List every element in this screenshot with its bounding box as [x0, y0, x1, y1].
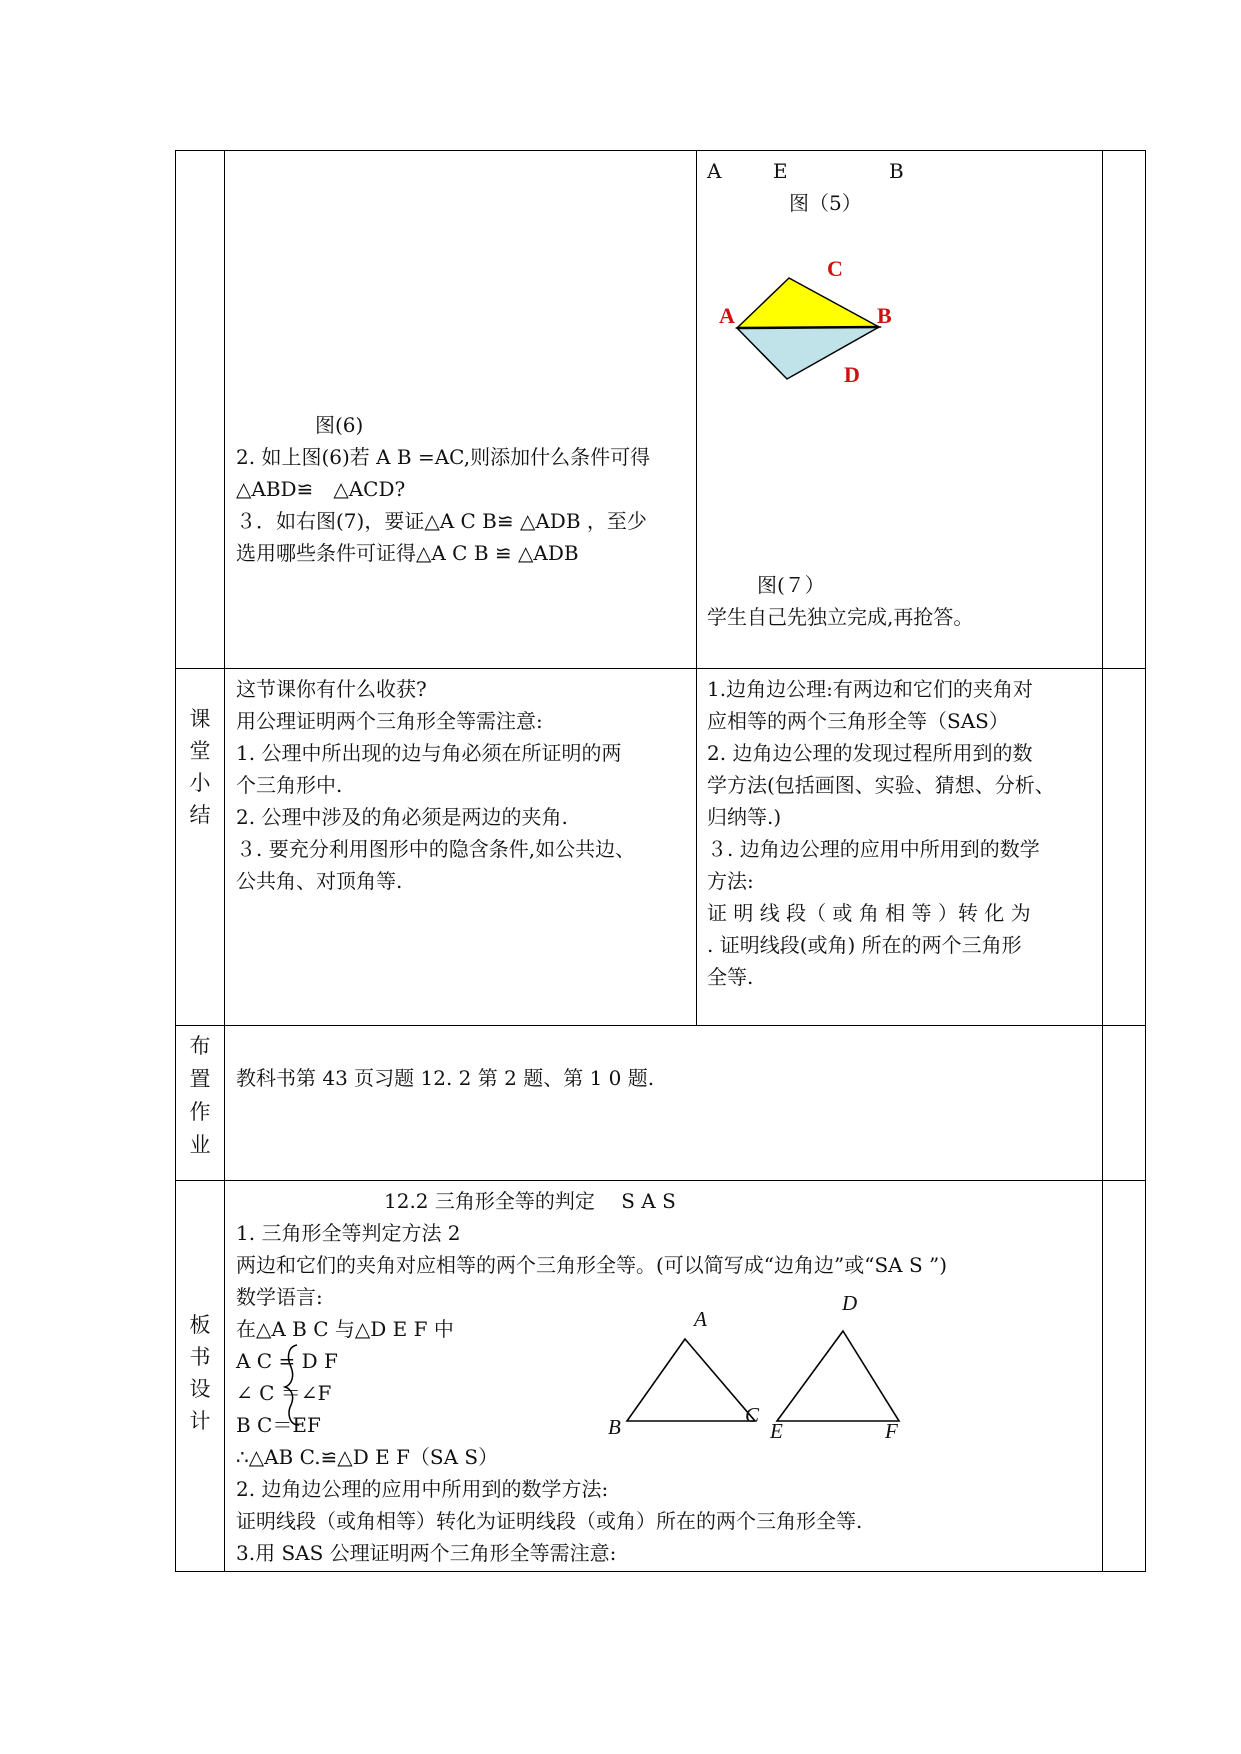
question-3-line2: 选用哪些条件可证得△A C B ≌ △ADB	[236, 541, 579, 565]
student-note: 学生自己先独立完成,再抢答。	[707, 605, 974, 629]
board-extra-cell	[1103, 1181, 1146, 1572]
summary-left-line: 公共角、对顶角等.	[236, 869, 403, 893]
board-figure	[225, 1181, 1101, 1571]
board-line: 数学语言:	[236, 1285, 323, 1309]
board-line: 2. 边角边公理的应用中所用到的数学方法:	[236, 1477, 609, 1501]
summary-label-char: 结	[189, 803, 211, 827]
summary-left-line: ３. 要充分利用图形中的隐含条件,如公共边、	[236, 837, 636, 861]
homework-label-char: 布	[189, 1034, 211, 1058]
summary-left-line: 2. 公理中涉及的角必须是两边的夹角.	[236, 805, 568, 829]
board-label-char: 设	[189, 1377, 211, 1401]
homework-label-char: 作	[189, 1100, 211, 1124]
board-line: 在△A B C 与△D E F 中	[236, 1317, 454, 1341]
summary-right-cell	[697, 669, 1103, 1026]
summary-left-line: 1. 公理中所出现的边与角必须在所证明的两	[236, 741, 622, 765]
summary-left-line: 这节课你有什么收获?	[236, 677, 427, 701]
board-label-char: 书	[189, 1345, 211, 1369]
fig7-label-a: A	[719, 303, 735, 328]
summary-label-char: 小	[189, 771, 211, 795]
tri-label-d: D	[842, 1291, 858, 1315]
summary-right-line: . 证明线段(或角) 所在的两个三角形	[707, 933, 1022, 957]
homework-label-cell	[176, 1026, 225, 1181]
triangle-def-outline	[777, 1331, 899, 1421]
summary-right-line: 方法:	[707, 869, 754, 893]
tri-label-a: A	[694, 1307, 707, 1331]
board-line: A C = D F	[236, 1349, 338, 1373]
summary-right-line: 2. 边角边公理的发现过程所用到的数	[707, 741, 1033, 765]
board-label-cell	[176, 1181, 225, 1572]
board-line: ∠ C ＝∠F	[236, 1381, 332, 1405]
board-content-cell	[225, 1181, 1103, 1572]
summary-label-char: 课	[189, 707, 211, 731]
summary-label-cell	[176, 669, 225, 1026]
board-line: 证明线段（或角相等）转化为证明线段（或角）所在的两个三角形全等.	[236, 1509, 863, 1533]
summary-right-line: 证 明 线 段（ 或 角 相 等 ）转 化 为	[707, 901, 1031, 925]
row1-label-cell	[176, 151, 225, 669]
fig5-label-b: B	[889, 159, 904, 183]
lesson-plan-table	[175, 150, 1146, 1572]
brace-icon	[285, 1345, 299, 1425]
board-line: ∴△AB C.≌△D E F（SA S）	[236, 1445, 499, 1469]
fig5-label-e: E	[773, 159, 788, 183]
summary-right-line: 学方法(包括画图、实验、猜想、分析、	[707, 773, 1055, 797]
summary-left-line: 用公理证明两个三角形全等需注意:	[236, 709, 543, 733]
question-2-line1: 2. 如上图(6)若 A B =AC,则添加什么条件可得	[236, 445, 651, 469]
row1-right-cell	[697, 151, 1103, 669]
fig5-label-a: A	[707, 159, 722, 183]
board-line: 3.用 SAS 公理证明两个三角形全等需注意:	[236, 1541, 617, 1565]
tri-label-c: C	[745, 1403, 760, 1427]
fig7-label-c: C	[827, 256, 843, 281]
board-title: 12.2 三角形全等的判定 S A S	[384, 1189, 676, 1213]
homework-text: 教科书第 43 页习题 12. 2 第 2 题、第 1 0 题.	[236, 1066, 655, 1090]
fig7-label-d: D	[844, 362, 860, 387]
summary-right-line: 全等.	[707, 965, 754, 989]
summary-left-cell	[225, 669, 697, 1026]
question-2-line2: △ABD≌ △ACD?	[236, 477, 406, 501]
fig5-caption: 图（5）	[789, 191, 862, 215]
summary-right-line: ３. 边角边公理的应用中所用到的数学	[707, 837, 1040, 861]
homework-extra-cell	[1103, 1026, 1146, 1181]
triangle-abc	[737, 278, 879, 328]
summary-left-line: 个三角形中.	[236, 773, 343, 797]
row1-extra-cell	[1103, 151, 1146, 669]
fig7-label-b: B	[877, 303, 892, 328]
triangle-abc-outline	[627, 1339, 755, 1421]
board-label-char: 板	[189, 1313, 211, 1337]
fig7-caption: 图(７）	[757, 573, 825, 597]
board-line: B C＝EF	[236, 1413, 321, 1437]
summary-right-line: 1.边角边公理:有两边和它们的夹角对	[707, 677, 1033, 701]
homework-label-char: 业	[189, 1133, 211, 1157]
tri-label-e: E	[770, 1419, 783, 1443]
homework-label-char: 置	[189, 1067, 211, 1091]
board-label-char: 计	[189, 1409, 211, 1433]
summary-label-char: 堂	[189, 739, 211, 763]
summary-extra-cell	[1103, 669, 1146, 1026]
fig6-caption: 图(6)	[315, 413, 364, 437]
tri-label-f: F	[885, 1419, 898, 1443]
question-3-line1: ３．如右图(7)，要证△A C B≌ △ADB ，至少	[236, 509, 647, 533]
fig7-diagram	[697, 151, 1102, 411]
segment-ab	[737, 327, 879, 328]
homework-content-cell	[225, 1026, 1103, 1181]
tri-label-b: B	[608, 1415, 621, 1439]
board-line: 1. 三角形全等判定方法 2	[236, 1221, 461, 1245]
board-line: 两边和它们的夹角对应相等的两个三角形全等。(可以简写成“边角边”或“SA S ”)	[236, 1253, 948, 1277]
summary-right-line: 归纳等.)	[707, 805, 782, 829]
row1-left-cell	[225, 151, 697, 669]
summary-right-line: 应相等的两个三角形全等（SAS）	[707, 709, 1009, 733]
